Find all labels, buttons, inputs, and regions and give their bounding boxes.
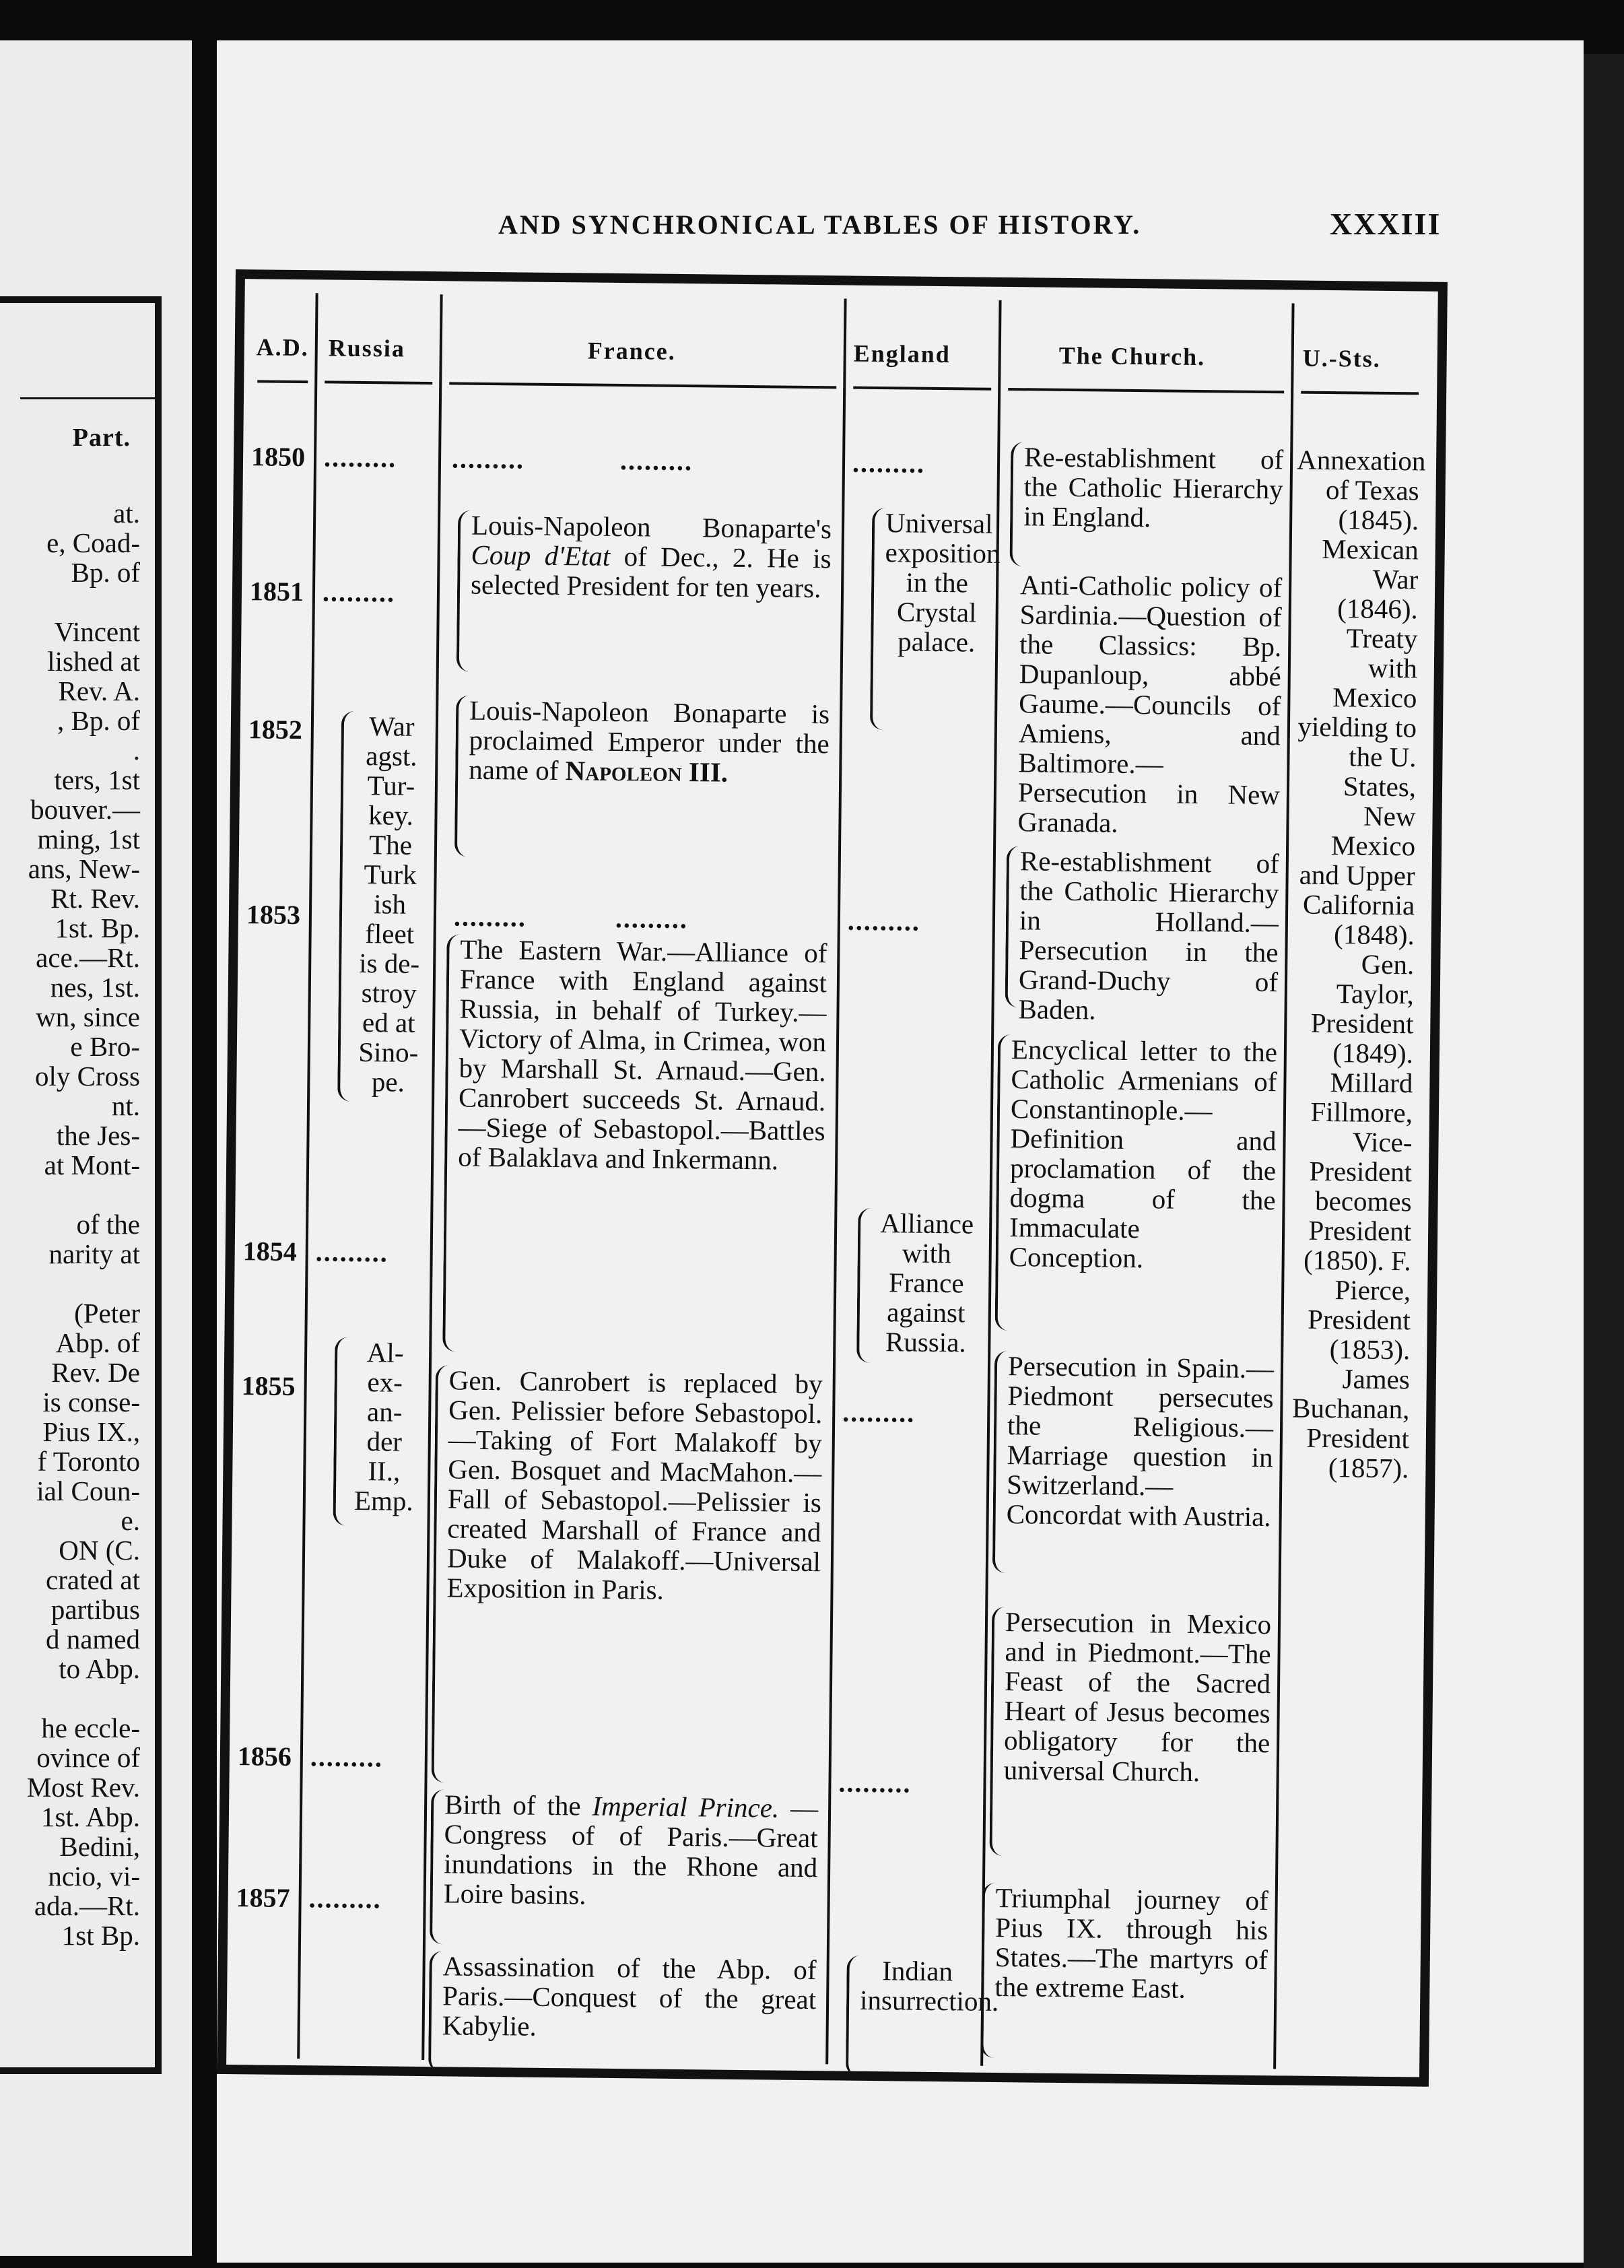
france-1857: Assassination of the Abp. of Paris.—Conquest of the great Kabylie. xyxy=(428,1951,817,2076)
france-1851-coup: Coup d'Etat xyxy=(471,539,611,572)
dots: ......... xyxy=(842,1397,916,1428)
facing-page-line: Vincent xyxy=(54,616,140,647)
facing-page-line: . xyxy=(133,735,140,766)
russia-alexander-entry: Al- ex- an- der II., Emp. xyxy=(333,1337,422,1527)
column-rule xyxy=(297,293,318,2059)
header-rule xyxy=(853,387,991,391)
dots: ......... xyxy=(323,442,397,473)
header-ad: A.D. xyxy=(256,333,309,362)
facing-page-line: nes, 1st. xyxy=(50,972,140,1003)
dots: ......... xyxy=(847,905,921,937)
year-1854: 1854 xyxy=(242,1236,297,1267)
page-number: XXXIII xyxy=(1330,207,1442,241)
facing-page-line: bouver.— xyxy=(30,794,140,825)
header-england: England xyxy=(853,339,951,368)
header-us: U.-Sts. xyxy=(1302,344,1381,372)
header-rule xyxy=(1301,391,1419,395)
france-1851 xyxy=(456,510,832,675)
running-head: AND SYNCHRONICAL TABLES OF HISTORY. xyxy=(498,209,1142,240)
facing-page-line: ial Coun- xyxy=(36,1475,140,1506)
france-1856-text-end: —Congress of of Paris.—Great inundations in the Rhone and Loire basins. xyxy=(443,1792,819,1910)
header-russia: Russia xyxy=(328,334,406,362)
facing-page-line: (Peter xyxy=(74,1298,140,1329)
facing-page-line: Rev. De xyxy=(51,1357,140,1388)
facing-page-line: Rt. Rev. xyxy=(50,883,140,914)
header-rule xyxy=(257,380,308,383)
page-edge xyxy=(1584,54,1624,2268)
facing-page-line: ace.—Rt. xyxy=(36,942,140,973)
year-1857: 1857 xyxy=(236,1882,290,1913)
dots: ......... xyxy=(322,576,396,608)
facing-page-line: of the xyxy=(76,1209,140,1240)
facing-page-line: ans, New- xyxy=(28,853,140,884)
year-1856: 1856 xyxy=(237,1741,292,1772)
facing-page-line: nt. xyxy=(111,1090,140,1121)
france-1856-text: Birth of the xyxy=(444,1789,581,1822)
dots: ......... xyxy=(852,447,926,479)
facing-page-line: ON (C. xyxy=(59,1535,140,1566)
facing-page-line: ters, 1st xyxy=(54,764,140,795)
us-column-text: Annexation of Texas (1845). Mexican War (1846). Treaty with Mexico yielding to the U. States, New Mexico and Upper California (1848). Gen. Taylor, President (1849). Millard Fillmore, Vice-President becomes President (1850). F. Pierce, President (1853). James Buchanan, President (1857). xyxy=(1291,444,1426,1484)
facing-page-line xyxy=(27,587,140,617)
facing-page-line: Bp. of xyxy=(71,557,140,588)
facing-page-line xyxy=(27,1683,140,1713)
header-france: France. xyxy=(587,337,676,365)
facing-page-line: Abp. of xyxy=(55,1327,140,1358)
facing-page-line: the Jes- xyxy=(56,1120,140,1151)
year-1853: 1853 xyxy=(246,899,301,931)
church-1850: Re-establishment of the Catholic Hierarchy in England. xyxy=(1009,442,1283,569)
france-1852 xyxy=(454,695,830,861)
england-1854: Alliance with France against Russia. xyxy=(856,1208,982,1364)
facing-page-line: lished at xyxy=(47,646,140,677)
facing-page-line: , Bp. of xyxy=(57,705,140,736)
facing-page-line: Rev. A. xyxy=(58,675,140,706)
france-1852-text: Louis-Napoleon Bonaparte is proclaimed Emperor under the name of xyxy=(469,694,830,787)
facing-page-line: ada.—Rt. xyxy=(34,1890,140,1921)
facing-page-line xyxy=(27,1269,140,1298)
year-1855: 1855 xyxy=(241,1370,296,1402)
facing-page-line: ncio, vi- xyxy=(48,1861,140,1892)
facing-page-line: he eccle- xyxy=(41,1712,140,1743)
france-1852-napoleon: Napoleon III. xyxy=(565,755,729,788)
dots: ......... xyxy=(310,1741,384,1773)
facing-page-line: e, Coad- xyxy=(46,527,140,558)
dots: ......... xyxy=(838,1767,912,1799)
synchronical-table xyxy=(217,269,1448,2087)
facing-page-part-label: Part. xyxy=(72,424,131,452)
facing-page-line: to Abp. xyxy=(59,1653,140,1684)
year-1851: 1851 xyxy=(249,576,304,607)
facing-page-line: Most Rev. xyxy=(26,1772,140,1803)
france-1851-text: Louis-Napoleon Bonaparte's xyxy=(471,509,832,545)
church-1855: Persecution in Spain.—Piedmont persecutes the Religious.—Marriage question in Switzerland.—Concordat with Austria. xyxy=(992,1351,1274,1576)
church-1853: Re-establishment of the Catholic Hierarchy in Holland.—Persecution in the Grand-Duchy of Baden. xyxy=(1005,846,1279,1010)
facing-page-line xyxy=(27,1180,140,1209)
year-1852: 1852 xyxy=(248,714,303,745)
facing-page-line: partibus xyxy=(50,1594,140,1625)
facing-page-line: Bedini, xyxy=(59,1831,140,1862)
facing-page-line: oly Cross xyxy=(34,1061,140,1092)
france-1851-text-end: of Dec., 2. He is selected President for ten years. xyxy=(470,541,832,604)
header-church: The Church. xyxy=(1058,341,1206,371)
church-1851-1852: Anti-Catholic policy of Sardinia.—Question of the Classics: Bp. Dupanloup, abbé Gaume.—Councils of Amiens, and Baltimore.—Persecution in New Granada. xyxy=(1017,569,1283,838)
dots: ......... xyxy=(451,443,525,475)
facing-page-line: wn, since xyxy=(36,1001,140,1032)
facing-page-line: e Bro- xyxy=(70,1031,140,1062)
dots: ......... xyxy=(453,901,527,933)
france-1856 xyxy=(430,1789,818,1948)
england-1857: Indian insurrection. xyxy=(846,1956,975,2078)
header-rule xyxy=(325,380,432,385)
facing-page-line: crated at xyxy=(46,1564,140,1595)
facing-page-line: at. xyxy=(113,498,140,529)
facing-page-line: Pius IX., xyxy=(42,1416,140,1447)
facing-page-table-frame xyxy=(0,296,162,2074)
facing-page-line: d named xyxy=(45,1624,140,1655)
facing-page-line: 1st Bp. xyxy=(61,1920,140,1951)
dots: ......... xyxy=(619,444,693,477)
facing-page-line: ovince of xyxy=(36,1742,140,1773)
france-1855: Gen. Canrobert is replaced by Gen. Pelissier before Sebastopol.—Taking of Fort Malakoff by Gen. Bosquet and MacMahon.—Fall of Sebastopol.—Pelissier is created Marshall of France and Duke of Malakoff.—Universal Exposition in Paris. xyxy=(431,1365,822,1787)
russia-war-entry: War agst. Tur- key. The Turk ish fleet is de- stroy ed at Sino- pe. xyxy=(337,711,429,1102)
facing-page-line: at Mont- xyxy=(44,1149,140,1180)
facing-page-header-rule xyxy=(20,303,155,399)
dots: ......... xyxy=(315,1236,388,1268)
facing-page-line: ming, 1st xyxy=(37,824,140,855)
facing-page-line: f Toronto xyxy=(37,1446,140,1477)
facing-page-line: 1st. Bp. xyxy=(55,912,140,943)
dots: ......... xyxy=(615,902,689,935)
facing-page-line: narity at xyxy=(48,1238,140,1269)
facing-page-line: is conse- xyxy=(42,1387,140,1418)
england-1851: Universal exposition in the Crystal palace. xyxy=(870,508,990,731)
facing-page xyxy=(0,40,192,2256)
header-rule xyxy=(449,382,836,389)
france-1856-prince: Imperial Prince. xyxy=(592,1790,780,1824)
year-1850: 1850 xyxy=(250,441,306,473)
france-1853: The Eastern War.—Alliance of France with England against Russia, in behalf of Turkey.—Victory of Alma, in Crimea, won by Marshall St. Arnaud.—Gen. Canrobert succeeds St. Arnaud.—Siege of Sebastopol.—Battles of Balaklava and Inkermann. xyxy=(442,934,827,1356)
facing-page-text xyxy=(27,498,140,1950)
dots: ......... xyxy=(308,1883,382,1914)
church-1857: Triumphal journey of Pius IX. through his States.—The martyrs of the extreme East. xyxy=(980,1883,1268,2061)
header-rule xyxy=(1008,388,1284,393)
facing-page-line: 1st. Abp. xyxy=(41,1801,140,1832)
facing-page-line: e. xyxy=(121,1505,140,1536)
church-1856: Persecution in Mexico and in Piedmont.—The Feast of the Sacred Heart of Jesus becomes obligatory for the universal Church. xyxy=(989,1607,1271,1859)
church-1854: Encyclical letter to the Catholic Armenians of Constantinople.—Definition and proclamation of the dogma of the Immaculate Conception. xyxy=(995,1034,1278,1333)
